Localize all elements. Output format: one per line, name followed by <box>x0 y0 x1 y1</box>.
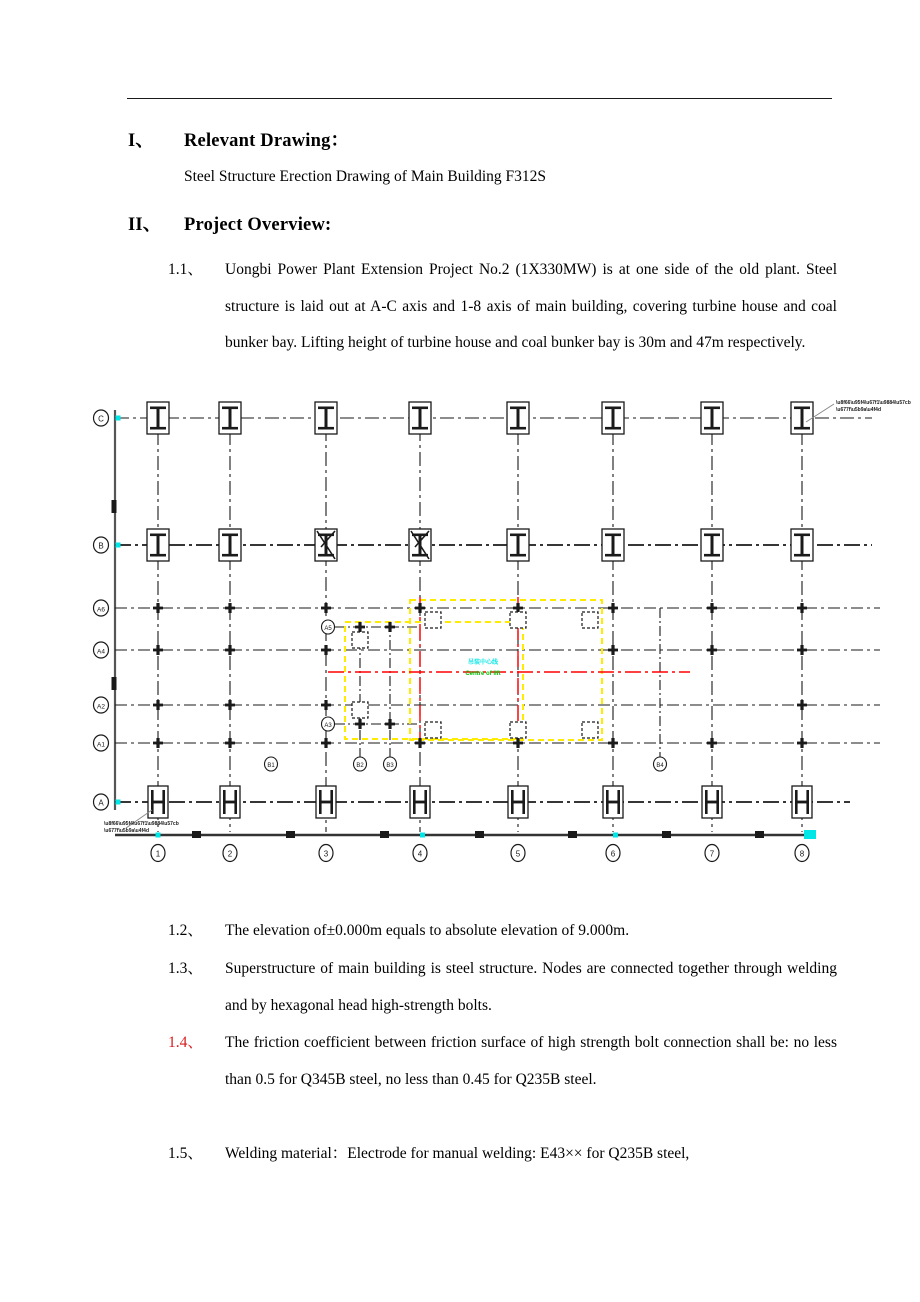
svg-text:4: 4 <box>417 849 423 859</box>
svg-text:6: 6 <box>610 849 616 859</box>
heading-numeral: I、 <box>128 131 155 151</box>
heading-text: Relevant Drawing： <box>184 131 350 151</box>
structural-plan-drawing <box>90 392 920 872</box>
annotation-line-2: \u677f\u5b9a\u4f4d <box>104 828 150 834</box>
vertical-grid-lines <box>158 402 802 832</box>
axis-bubble-B3 <box>384 757 397 771</box>
paragraph-number: 1.4、 <box>168 1034 203 1051</box>
centre-of-lift-label-en: Centre of lift <box>465 671 501 677</box>
centre-of-lift-label-cn: 吊装中心线 <box>467 660 499 666</box>
axis-bubble-7 <box>705 845 719 862</box>
svg-text:B2: B2 <box>356 763 364 769</box>
axis-bubble-3 <box>319 845 333 862</box>
detail-zone-connectors <box>335 627 420 724</box>
annotation-line-1: \u8f66\u95f4\u67f1\u9884\u57cb <box>836 400 911 406</box>
paragraph-number: 1.3、 <box>168 960 203 977</box>
svg-text:A5: A5 <box>324 626 332 632</box>
svg-text:B1: B1 <box>267 763 275 769</box>
snap-markers <box>116 416 817 840</box>
svg-text:B: B <box>98 541 104 551</box>
svg-text:A1: A1 <box>97 741 105 749</box>
axis-bubble-A <box>94 794 109 810</box>
axis-bubble-8 <box>795 845 809 862</box>
heading-project-overview <box>128 210 331 236</box>
paragraph-1-2 <box>168 913 837 950</box>
svg-text:5: 5 <box>515 849 521 859</box>
svg-text:B3: B3 <box>386 763 394 769</box>
axis-bubble-A2 <box>94 697 109 713</box>
heading-relevant-drawing <box>128 126 349 152</box>
axis-bubble-6 <box>606 845 620 862</box>
svg-text:A4: A4 <box>97 648 105 656</box>
annotation-line-2: \u677f\u5b9a\u4f4d <box>836 407 882 413</box>
axis-bubble-B2 <box>354 757 367 771</box>
header-divider-rule <box>127 98 832 99</box>
svg-text:2: 2 <box>227 849 233 859</box>
annotation-top-right <box>806 400 911 422</box>
paragraph-text: Welding material：Electrode for manual welding: E43×× for Q235B steel, <box>225 1145 690 1162</box>
paragraph-number: 1.1、 <box>168 261 203 278</box>
paragraph-text: The elevation of±0.000m equals to absolute elevation of 9.000m. <box>225 922 630 939</box>
paragraph-1-4 <box>168 1025 837 1098</box>
svg-text:1: 1 <box>155 849 161 859</box>
axis-bubble-2 <box>223 845 237 862</box>
axis-bubble-A6 <box>94 600 109 616</box>
svg-text:A: A <box>98 798 104 808</box>
axis-bubble-A4 <box>94 642 109 658</box>
boundary-tick <box>112 677 117 690</box>
svg-text:A6: A6 <box>97 606 105 614</box>
svg-text:8: 8 <box>799 849 805 859</box>
axis-bubble-B <box>94 537 109 553</box>
axis-bubbles-left <box>94 410 109 810</box>
axis-bubble-1 <box>151 845 165 862</box>
heading-numeral: II、 <box>128 215 162 235</box>
axis-bubble-B4 <box>654 757 667 771</box>
paragraph-text: Superstructure of main building is steel structure. Nodes are connected together through welding and by hexagonal head high-strength bolts. <box>225 960 837 1014</box>
paragraph-number: 1.2、 <box>168 922 203 939</box>
svg-text:3: 3 <box>323 849 329 859</box>
svg-text:A3: A3 <box>324 723 332 729</box>
paragraph-number: 1.5、 <box>168 1145 203 1162</box>
paragraph-1-3 <box>168 951 837 1024</box>
axis-bubble-B1 <box>265 757 278 771</box>
paragraph-1-5 <box>168 1136 837 1173</box>
axis-bubble-5 <box>511 845 525 862</box>
axis-bubble-A3 <box>322 717 335 731</box>
annotation-line-1: \u8f66\u95f4\u67f1\u9884\u57cb <box>104 821 179 827</box>
paragraph-text: Uongbi Power Plant Extension Project No.2 (1X330MW) is at one side of the old plant. Steel structure is laid out at A-C axis and 1-8 axis of main building, covering turbine house and coal bunker bay. Lifting height of turbine house and coal bunker bay is 30m and 47m respectively. <box>225 261 837 351</box>
inner-axis-bubbles <box>265 620 667 771</box>
svg-text:C: C <box>98 414 104 424</box>
axis-bubble-4 <box>413 845 427 862</box>
axis-bubble-C <box>94 410 109 426</box>
paragraph-1-1 <box>168 252 837 362</box>
svg-text:B4: B4 <box>656 763 664 769</box>
svg-text:A2: A2 <box>97 703 105 711</box>
axis-bubble-A1 <box>94 735 109 751</box>
axis-bubble-A5 <box>322 620 335 634</box>
paragraph-text: The friction coefficient between friction surface of high strength bolt connection shall be: no less than 0.5 for Q345B steel, no less than 0.45 for Q235B steel. <box>225 1034 837 1088</box>
highlight-regions <box>345 600 602 740</box>
boundary-tick <box>112 500 117 513</box>
svg-text:7: 7 <box>709 849 715 859</box>
drawing-subtitle: Steel Structure Erection Drawing of Main Building F312S <box>184 168 547 185</box>
axis-bubbles-bottom <box>151 845 809 862</box>
heading-text: Project Overview: <box>184 215 332 235</box>
